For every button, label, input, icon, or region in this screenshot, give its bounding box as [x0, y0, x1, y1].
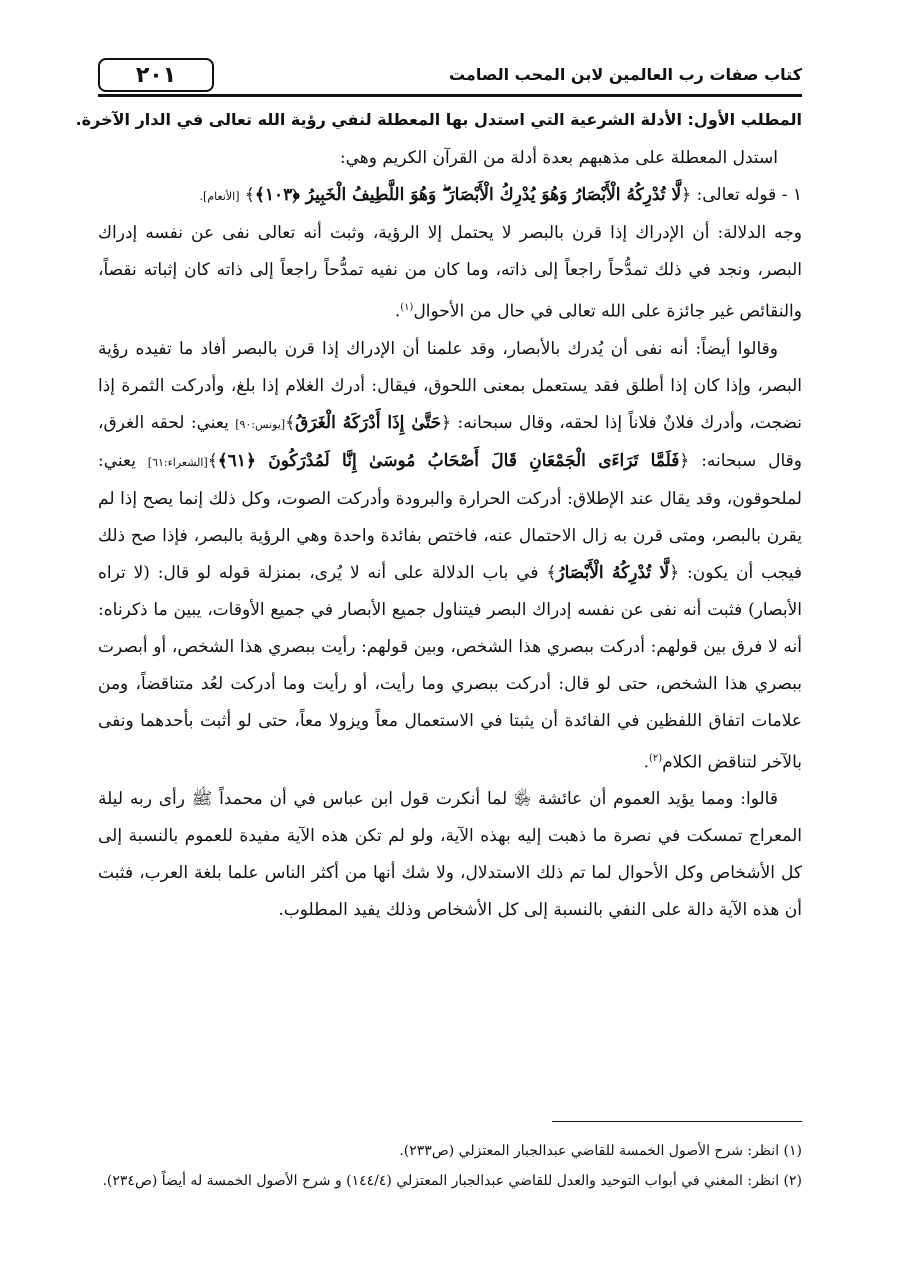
running-title: كتاب صفات رب العالمين لابن المحب الصامت — [448, 65, 802, 84]
paragraph-1-end: . — [394, 301, 401, 322]
footnote-2: (٢) انظر: المغني في أبواب التوحيد والعدل للقاضي عبدالجبار المعتزلي (١٤٤/٤) و شرح الأصول الخمسة له أيضاً (ص٢٣٤). — [102, 1173, 802, 1189]
paragraph-2-part-b: ﴾ — [285, 412, 296, 433]
footnote-1: (١) انظر: شرح الأصول الخمسة للقاضي عبدالجبار المعتزلي (ص٢٣٣). — [399, 1143, 802, 1159]
verse-reference: [الأنعام]. — [199, 190, 240, 203]
paragraph-2-part-f: ﴾ في باب الدلالة على أنه لا يُرى، بمنزلة قوله لو قال: (لا تراه الأبصار) فثبت أنه نفى عن نفسه إدراك البصر فيتناول جميع الأبصار في جميع الأوقات، يبين ما ذكرناه: أنه لا فرق بين قولهم: أدركت ببصري هذا الشخص، وبين قولهم: رأيت ببصري هذا الشخص، أو أبصرت ببصري هذا الشخص، حتى لو قال: أدركت ببصري وما رأيت، أو رأيت وما أدركت لعُد متناقضاً، ومن علامات اتفاق اللفظين في الفائدة أن يثبتا في الاستعمال معاً ويزولا معاً، حتى لو أثبت بأحدهما ونفى بالآخر لتناقض الكلام — [98, 562, 802, 773]
paragraph-3: قالوا: ومما يؤيد العموم أن عائشة ﵂ لما أنكرت قول ابن عباس في أن محمداً ﷺ رأى ربه ليلة المعراج تمسكت في نصرة ما ذهبت إليه بهذه الآية، ولو لم تكن هذه الآية مفيدة للعموم بالنسبة إلى كل الأشخاص وكل الأحوال لما تم ذلك الاستدلال، ولا شك أنها من أكثر الناس علما بلغة العرب، فثبت أن هذه الآية دالة على النفي بالنسبة إلى كل الأشخاص وذلك يفيد المطلوب. — [98, 789, 802, 921]
footnote-marker-2: (٢) — [648, 752, 663, 764]
header-rule — [98, 94, 802, 97]
evidence-1-suffix: ﴾ — [244, 185, 255, 205]
paragraph-2-part-d: ﴾ — [207, 450, 218, 471]
paragraph-1-text: وجه الدلالة: أن الإدراك إذا قرن بالبصر لا يحتمل إلا الرؤية، وثبت أنه تعالى نفى عن نفسه إدراك البصر، ونجد في ذلك تمدُّحاً راجعاً إلى ذاته، وما كان من نفيه تمدُّحاً راجعاً إلى ذاته كان إثباته نقصاً، والنقائص غير جائزة على الله تعالى في حال من الأحوال — [98, 223, 802, 322]
section-heading: المطلب الأول: الأدلة الشرعية التي استدل بها المعطلة لنفي رؤية الله تعالى في الدار الآخرة. — [75, 110, 802, 129]
quran-verse-103: لَّا تُدْرِكُهُ الْأَبْصَارُ وَهُوَ يُدْرِكُ الْأَبْصَارَ ۖ وَهُوَ اللَّطِيفُ الْخَبِيرُ ﴿١٠٣﴾ — [254, 185, 682, 205]
paragraph-2-part-c: يعني: لحقه الغرق، وقال سبحانه: ﴿ — [98, 412, 802, 471]
page-number: ٢٠١ — [98, 58, 214, 92]
paragraph-1 — [98, 215, 802, 331]
paragraph-2-part-e: يعني: لملحوقون، وقد يقال عند الإطلاق: أدركت الحرارة والبرودة وأدركت الصوت، وكل ذلك إنما يصح إذا لم يقرن بالبصر، ومتى قرن به زال الاحتمال عنه، فاختص بفائدة واحدة وهي الرؤية بالبصر، فإذا صح ذلك فيجب أن يكون: ﴿ — [98, 450, 803, 583]
paragraph-2-end: . — [643, 752, 649, 773]
quran-verse-anam: لَّا تُدْرِكُهُ الْأَبْصَارُ — [556, 562, 670, 583]
evidence-1 — [98, 177, 802, 215]
quran-verse-shuara: فَلَمَّا تَرَاءَى الْجَمْعَانِ قَالَ أَصْحَابُ مُوسَىٰ إِنَّا لَمُدْرَكُونَ ﴿٦١﴾ — [217, 450, 680, 471]
main-text — [75, 100, 803, 929]
paragraph-2 — [98, 331, 802, 782]
verse-reference: [الشعراء:٦١] — [147, 455, 208, 469]
verse-reference: [يونس:٩٠] — [235, 417, 286, 431]
quran-verse-yunus: حَتَّىٰ إِذَا أَدْرَكَهُ الْغَرَقُ — [295, 412, 442, 433]
footnotes — [98, 1136, 802, 1196]
evidence-1-prefix: ١ - قوله تعالى: ﴿ — [681, 185, 802, 205]
footnote-marker-1: (١) — [400, 302, 414, 313]
footnote-rule — [552, 1121, 802, 1122]
intro-paragraph: استدل المعطلة على مذهبهم بعدة أدلة من القرآن الكريم وهي: — [339, 148, 778, 168]
paragraph-2-part-a: وقالوا أيضاً: أنه نفى أن يُدرك بالأبصار، وقد علمنا أن الإدراك إذا قرن بالبصر أفاد ما تفيده رؤية البصر، وإذا كان إذا أطلق فقد يستعمل بمعنى اللحوق، فيقال: أدرك الغلام إذا بلغ، وأدركت الثمرة إذا نضجت، وأدرك فلانٌ فلاناً إذا لحقه، وقال سبحانه: ﴿ — [98, 338, 802, 433]
